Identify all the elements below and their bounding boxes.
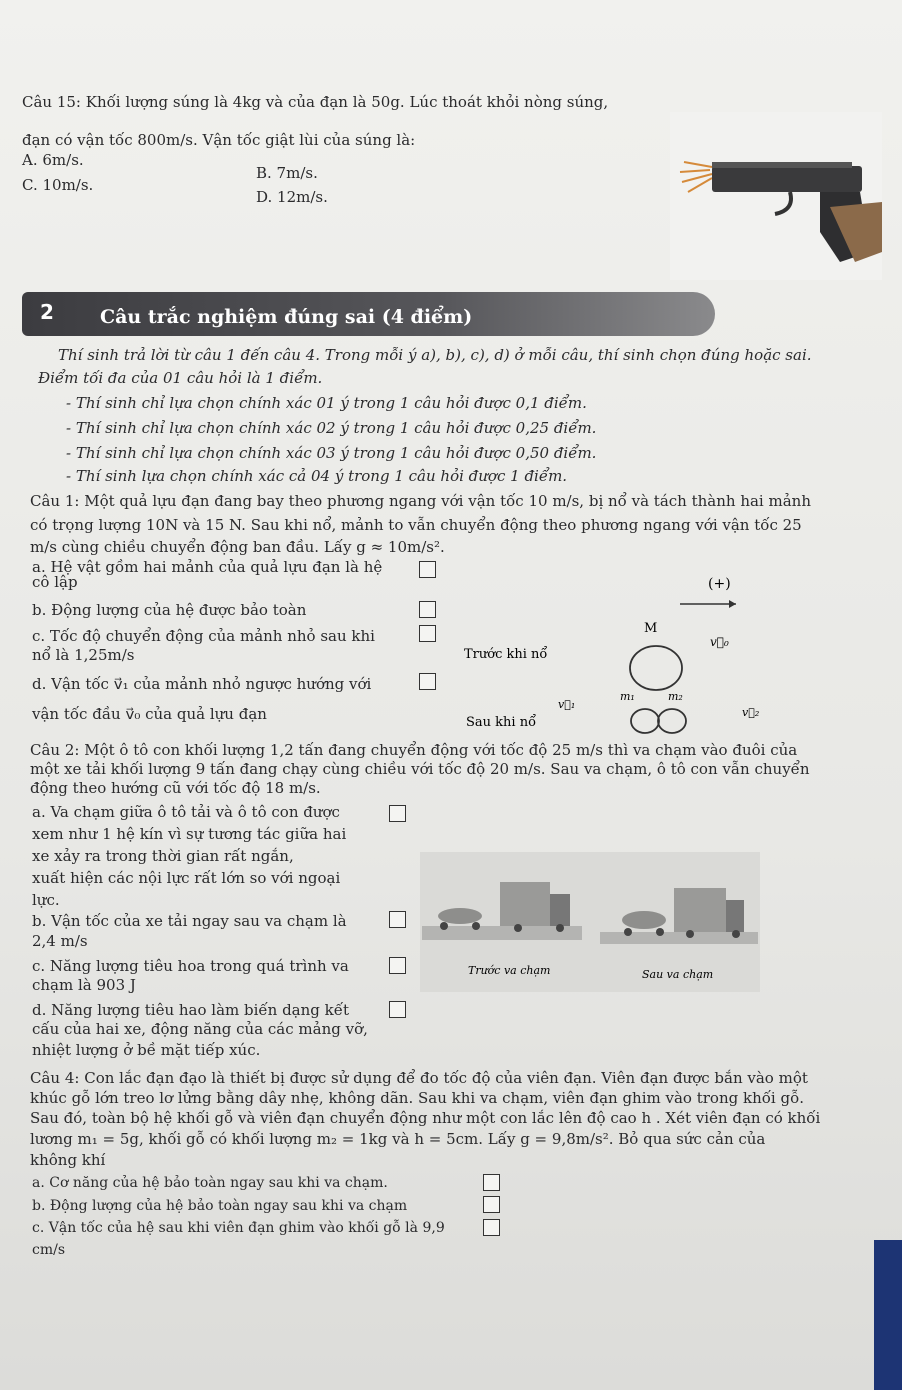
q2-stem-line1: Câu 2: Một ô tô con khối lượng 1,2 tấn đang chuyển động với tốc độ 25 m/s thì va chạm vào đuôi của <box>30 741 798 759</box>
blue-edge <box>874 1240 902 1390</box>
q2-a-text: xe xảy ra trong thời gian rất ngắn, <box>32 847 294 865</box>
after-explosion-label: Sau khi nổ <box>466 715 537 730</box>
q2-a-text: a. Va chạm giữa ô tô tải và ô tô con được <box>32 803 340 821</box>
grenade-diagram <box>460 568 780 738</box>
q4-stem-line2: khúc gỗ lớn treo lơ lửng bằng dây nhẹ, không dãn. Sau khi va chạm, viên đạn ghim vào trong khối gỗ. <box>30 1089 805 1107</box>
positive-direction-label: (+) <box>708 576 731 592</box>
after-collision-label: Sau va chạm <box>642 968 714 981</box>
q2-a-text: lực. <box>32 891 60 909</box>
q15-line1: Câu 15: Khối lượng súng là 4kg và của đạn là 50g. Lúc thoát khỏi nòng súng, <box>22 93 609 111</box>
q1-stem-line2: có trọng lượng 10N và 15 N. Sau khi nổ, mảnh to vẫn chuyển động theo phương ngang với vận tốc 25 <box>30 516 802 534</box>
q1-d-checkbox[interactable] <box>419 673 436 690</box>
q4-b-text: b. Động lượng của hệ bảo toàn ngay sau khi va chạm <box>32 1198 408 1214</box>
q2-d-text: cấu của hai xe, động năng của các mảng vỡ, <box>32 1020 368 1038</box>
q4-a-text: a. Cơ năng của hệ bảo toàn ngay sau khi va chạm. <box>32 1175 388 1191</box>
q4-c-text: cm/s <box>32 1242 66 1258</box>
q15-option-b: B. 7m/s. <box>256 164 318 182</box>
m2-label: m₂ <box>668 690 683 703</box>
q4-stem-line5: không khí <box>30 1151 106 1169</box>
q2-d-checkbox[interactable] <box>389 1001 406 1018</box>
q1-stem-line3: m/s cùng chiều chuyển động ban đầu. Lấy g ≈ 10m/s². <box>30 538 445 556</box>
scoring-rule: - Thí sinh chỉ lựa chọn chính xác 01 ý trong 1 câu hỏi được 0,1 điểm. <box>66 394 587 412</box>
section-number: 2 <box>40 300 54 324</box>
scoring-rule: - Thí sinh chỉ lựa chọn chính xác 02 ý trong 1 câu hỏi được 0,25 điểm. <box>66 419 597 437</box>
q2-c-text: chạm là 903 J <box>32 976 136 994</box>
scoring-rule: - Thí sinh chỉ lựa chọn chính xác 03 ý trong 1 câu hỏi được 0,50 điểm. <box>66 444 597 462</box>
v1-label: v⃗₁ <box>558 698 576 711</box>
q1-a-text: cô lập <box>32 573 78 591</box>
q1-d-text: d. Vận tốc v⃗₁ của mảnh nhỏ ngược hướng với <box>32 675 372 693</box>
mass-M-label: M <box>644 621 658 636</box>
q4-stem-line1: Câu 4: Con lắc đạn đạo là thiết bị được sử dụng để đo tốc độ của viên đạn. Viên đạn được bắn vào một <box>30 1069 808 1087</box>
q2-b-text: b. Vận tốc của xe tải ngay sau va chạm là <box>32 912 347 930</box>
before-collision-label: Trước va chạm <box>468 964 551 977</box>
q4-c-checkbox[interactable] <box>483 1219 500 1236</box>
q2-c-text: c. Năng lượng tiêu hoa trong quá trình va <box>32 957 349 975</box>
q2-d-text: d. Năng lượng tiêu hao làm biến dạng kết <box>32 1001 349 1019</box>
q15-option-a: A. 6m/s. <box>22 151 84 169</box>
q4-c-text: c. Vận tốc của hệ sau khi viên đạn ghim vào khối gỗ là 9,9 <box>32 1220 445 1236</box>
q2-stem-line2: một xe tải khối lượng 9 tấn đang chạy cùng chiều với tốc độ 20 m/s. Sau va chạm, ô tô con vẫn chuyển <box>30 760 810 778</box>
q1-c-text: nổ là 1,25m/s <box>32 646 135 664</box>
collision-diagram <box>420 852 760 992</box>
q1-c-text: c. Tốc độ chuyển động của mảnh nhỏ sau khi <box>32 627 375 645</box>
q15-line2: đạn có vận tốc 800m/s. Vận tốc giật lùi của súng là: <box>22 131 416 149</box>
q2-a-text: xem như 1 hệ kín vì sự tương tác giữa hai <box>32 825 347 843</box>
q1-c-checkbox[interactable] <box>419 625 436 642</box>
v2-label: v⃗₂ <box>742 706 760 719</box>
section-max-score: Điểm tối đa của 01 câu hỏi là 1 điểm. <box>38 369 323 387</box>
q1-a-text: a. Hệ vật gồm hai mảnh của quả lựu đạn là hệ <box>32 558 383 576</box>
q15-option-c: C. 10m/s. <box>22 176 94 194</box>
before-explosion-label: Trước khi nổ <box>464 647 548 662</box>
q2-b-checkbox[interactable] <box>389 911 406 928</box>
section-title: Câu trắc nghiệm đúng sai (4 điểm) <box>100 306 473 328</box>
q4-stem-line4: lương m₁ = 5g, khối gỗ có khối lượng m₂ = 1kg và h = 5cm. Lấy g = 9,8m/s². Bỏ qua sức cản của <box>30 1130 766 1148</box>
q1-stem-line1: Câu 1: Một quả lựu đạn đang bay theo phương ngang với vận tốc 10 m/s, bị nổ và tách thành hai mảnh <box>30 492 811 510</box>
scoring-rule: - Thí sinh lựa chọn chính xác cả 04 ý trong 1 câu hỏi được 1 điểm. <box>66 467 568 485</box>
q1-a-checkbox[interactable] <box>419 561 436 578</box>
q1-b-text: b. Động lượng của hệ được bảo toàn <box>32 601 307 619</box>
q4-stem-line3: Sau đó, toàn bộ hệ khối gỗ và viên đạn chuyển động như một con lắc lên độ cao h . Xét viên đạn có khối <box>30 1109 821 1127</box>
q15-option-d: D. 12m/s. <box>256 188 328 206</box>
q2-a-text: xuất hiện các nội lực rất lớn so với ngoại <box>32 869 341 887</box>
gun-illustration <box>670 112 882 280</box>
v0-label: v⃗₀ <box>710 635 729 649</box>
q4-a-checkbox[interactable] <box>483 1174 500 1191</box>
q2-b-text: 2,4 m/s <box>32 932 88 950</box>
q2-stem-line3: động theo hướng cũ với tốc độ 18 m/s. <box>30 779 321 797</box>
q4-b-checkbox[interactable] <box>483 1196 500 1213</box>
section-intro: Thí sinh trả lời từ câu 1 đến câu 4. Trong mỗi ý a), b), c), d) ở mỗi câu, thí sinh chọn đúng hoặc sai. <box>58 346 812 364</box>
q1-d-text: vận tốc đầu v⃗₀ của quả lựu đạn <box>32 705 267 723</box>
m1-label: m₁ <box>620 690 635 703</box>
q2-c-checkbox[interactable] <box>389 957 406 974</box>
q2-a-checkbox[interactable] <box>389 805 406 822</box>
q2-d-text: nhiệt lượng ở bề mặt tiếp xúc. <box>32 1041 261 1059</box>
q1-b-checkbox[interactable] <box>419 601 436 618</box>
